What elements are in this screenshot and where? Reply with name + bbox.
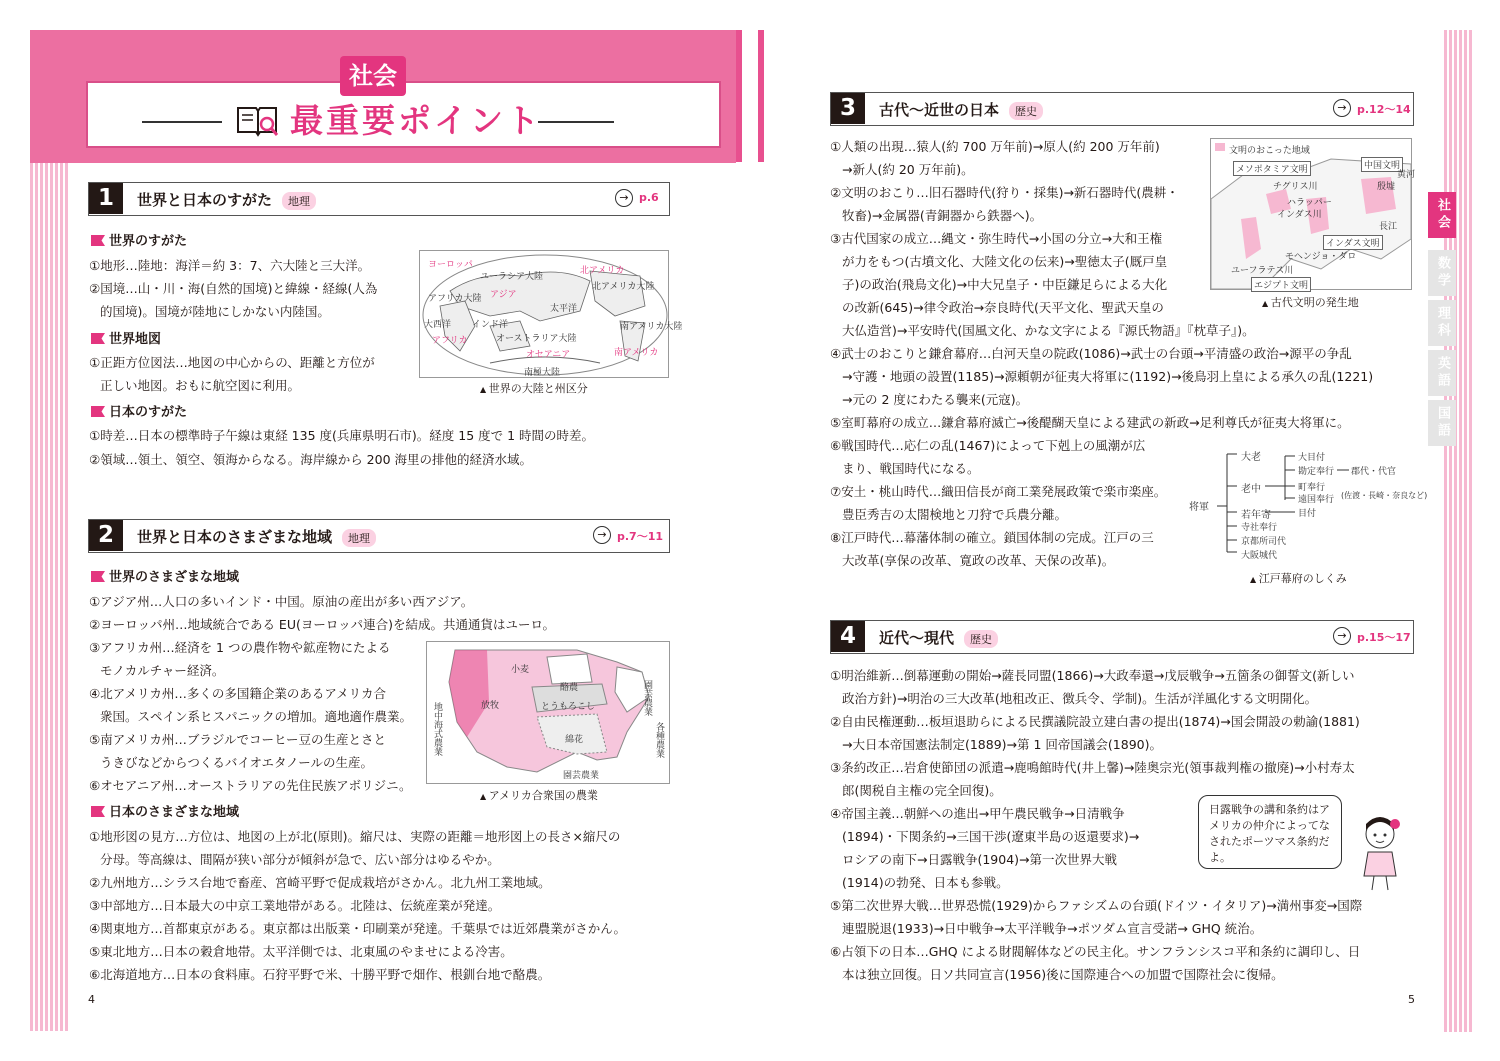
section-number: 1 bbox=[89, 183, 123, 214]
tab-english[interactable]: 英語 bbox=[1428, 350, 1456, 396]
map-label: 文明のおこった地域 bbox=[1229, 146, 1310, 156]
right-margin-stripes bbox=[1444, 30, 1472, 1032]
text-line: (1914)の勃発、日本も参戦。 bbox=[842, 875, 1009, 890]
subheading: 日本のすがた bbox=[91, 401, 187, 420]
student-character-icon bbox=[1350, 812, 1410, 892]
section-number: 4 bbox=[831, 621, 865, 652]
map-label: オーストラリア大陸 bbox=[496, 334, 577, 344]
text-line: ⑤東北地方…日本の穀倉地帯。太平洋側では、北東風のやませによる冷害。 bbox=[89, 944, 513, 959]
chart-node: 京都所司代 bbox=[1241, 537, 1287, 547]
section-tag: 地理 bbox=[342, 529, 376, 547]
subheading: 世界のすがた bbox=[91, 230, 187, 249]
section-number: 3 bbox=[831, 93, 865, 124]
tab-science[interactable]: 理科 bbox=[1428, 300, 1456, 346]
tab-japanese[interactable]: 国語 bbox=[1428, 400, 1456, 446]
tab-social-studies[interactable]: 社会 bbox=[1428, 192, 1456, 238]
map-label: 黄河 bbox=[1397, 170, 1416, 180]
text-line: 分母。等高線は、間隔が狭い部分が傾斜が急で、広い部分はゆるやか。 bbox=[100, 852, 500, 867]
text-line: ④北アメリカ州…多くの多国籍企業のあるアメリカ合 bbox=[89, 686, 386, 701]
chart-node: 郡代・代官 bbox=[1351, 467, 1397, 477]
map-label: 北アメリカ bbox=[580, 266, 625, 276]
spine-right bbox=[758, 30, 764, 162]
map-label: ユーフラテス川 bbox=[1231, 266, 1294, 276]
subheading: 日本のさまざまな地域 bbox=[91, 801, 239, 820]
chart-node: 大老 bbox=[1241, 452, 1261, 463]
left-margin-stripes bbox=[30, 163, 68, 1031]
text-line: 衆国。スペイン系ヒスパニックの増加。適地適作農業。 bbox=[100, 709, 413, 724]
map-label: とうもろこし bbox=[541, 702, 596, 712]
text-line: モノカルチャー経済。 bbox=[100, 663, 225, 678]
text-line: ②国境…山・川・海(自然的国境)と緯線・経線(人為 bbox=[89, 281, 378, 296]
map-label: オセアニア bbox=[526, 350, 571, 360]
text-line: まり、戦国時代になる。 bbox=[842, 461, 980, 476]
text-line: ①明治維新…倒幕運動の開始→薩長同盟(1866)→大政奉還→戊辰戦争→五箇条の御誓文(新しい bbox=[830, 668, 1355, 683]
text-line: 連盟脱退(1933)→日中戦争→太平洋戦争→ポツダム宣言受諾→ GHQ 統治。 bbox=[842, 921, 1263, 936]
text-line: ⑥北海道地方…日本の食料庫。石狩平野で米、十勝平野で畑作、根釧台地で酪農。 bbox=[89, 967, 551, 982]
text-line: 本は独立回復。日ソ共同宣言(1956)後に国際連合への加盟で国際社会に復帰。 bbox=[842, 967, 1284, 982]
text-line: ①人類の出現…猿人(約 700 万年前)→原人(約 200 万年前) bbox=[830, 139, 1160, 154]
map-label: 綿花 bbox=[565, 735, 584, 745]
text-line: →元の 2 度にわたる襲来(元寇)。 bbox=[842, 392, 1029, 407]
map-label: アフリカ大陸 bbox=[428, 294, 482, 304]
text-line: →大日本帝国憲法制定(1889)→第 1 回帝国議会(1890)。 bbox=[842, 737, 1162, 752]
map-label: 長江 bbox=[1379, 222, 1398, 232]
text-line: ①時差…日本の標準時子午線は東経 135 度(兵庫県明石市)。経度 15 度で 1 時間の時差。 bbox=[89, 428, 595, 443]
text-line: ①正距方位図法…地図の中心からの、距離と方位が bbox=[89, 355, 375, 370]
page-reference: p.12〜14 bbox=[1357, 103, 1411, 116]
map-label: エジプト文明 bbox=[1251, 277, 1311, 292]
section-number: 2 bbox=[89, 520, 123, 551]
page-reference: p.6 bbox=[639, 191, 659, 204]
chart-node: (佐渡・長崎・奈良など) bbox=[1341, 491, 1428, 500]
map-label: チグリス川 bbox=[1273, 182, 1318, 192]
text-line: ③古代国家の成立…縄文・弥生時代→小国の分立→大和王権 bbox=[830, 231, 1163, 246]
text-line: ①地形…陸地：海洋＝約 3：7、六大陸と三大洋。 bbox=[89, 258, 371, 273]
map-label: ユーラシア大陸 bbox=[480, 272, 544, 282]
map-label: 園芸農業 bbox=[642, 680, 652, 716]
page-reference: p.7〜11 bbox=[617, 530, 664, 543]
text-line: ⑤南アメリカ州…ブラジルでコーヒー豆の生産とさと bbox=[89, 732, 387, 747]
chart-node: 大目付 bbox=[1298, 453, 1326, 463]
text-line: ④帝国主義…朝鮮への進出→甲午農民戦争→日清戦争 bbox=[830, 806, 1125, 821]
map-label: アフリカ bbox=[432, 336, 468, 346]
text-line: ③条約改正…岩倉使節団の派遣→鹿鳴館時代(井上馨)→陸奥宗光(領事裁判権の撤廃)→小村寿太 bbox=[830, 760, 1355, 775]
arrow-right-icon: → bbox=[615, 189, 633, 207]
text-line: ③アフリカ州…経済を 1 つの農作物や鉱産物にたよる bbox=[89, 640, 391, 655]
map-label: 太平洋 bbox=[550, 304, 578, 314]
section-1-header bbox=[88, 182, 670, 216]
chart-node: 勘定奉行 bbox=[1298, 467, 1335, 477]
text-line: ⑥戦国時代…応仁の乱(1467)によって下剋上の風潮が広 bbox=[830, 438, 1146, 453]
text-line: 子)の政治(飛鳥文化)→中大兄皇子・中臣鎌足らによる大化 bbox=[842, 277, 1168, 292]
chart-node: 若年寄 bbox=[1241, 510, 1271, 521]
section-4-header bbox=[830, 620, 1414, 654]
text-line: ④武士のおこりと鎌倉幕府…白河天皇の院政(1086)→武士の台頭→平清盛の政治→源平の争乱 bbox=[830, 346, 1352, 361]
section-tag: 地理 bbox=[282, 192, 316, 210]
chart-node: 寺社奉行 bbox=[1241, 523, 1278, 533]
text-line: ③中部地方…日本最大の中京工業地帯がある。北陸は、伝統産業が発達。 bbox=[89, 898, 501, 913]
chart-node: 大阪城代 bbox=[1241, 551, 1278, 561]
map-label: アジア bbox=[490, 290, 517, 300]
chart-node: 老中 bbox=[1241, 484, 1261, 495]
page-reference: p.15〜17 bbox=[1357, 631, 1411, 644]
text-line: 牧畜)→金属器(青銅器から鉄器へ)。 bbox=[842, 208, 1043, 223]
page-title: 最重要ポイント bbox=[290, 101, 542, 140]
header-rule-left bbox=[142, 121, 222, 123]
section-tag: 歴史 bbox=[1009, 102, 1043, 120]
text-line: ②領域…領土、領空、領海からなる。海岸線から 200 海里の排他的経済水域。 bbox=[89, 452, 533, 467]
section-title: 古代〜近世の日本 歴史 bbox=[879, 99, 1043, 120]
map-label: 中国文明 bbox=[1361, 157, 1403, 172]
text-line: ①アジア州…人口の多いインド・中国。原油の産出が多い西アジア。 bbox=[89, 594, 474, 609]
text-line: が力をもつ(古墳文化、大陸文化の伝来)→聖徳太子(厩戸皇 bbox=[842, 254, 1168, 269]
page-number-right: 5 bbox=[1408, 993, 1415, 1006]
subject-badge: 社会 bbox=[340, 56, 406, 96]
text-line: 大改革(享保の改革、寛政の改革、天保の改革)。 bbox=[842, 553, 1115, 568]
edo-shogunate-chart bbox=[1185, 440, 1428, 566]
figure-caption: ▲ アメリカ合衆国の農業 bbox=[480, 787, 598, 803]
chart-node: 遠国奉行 bbox=[1298, 495, 1335, 505]
arrow-right-icon: → bbox=[1333, 627, 1351, 645]
speech-bubble: 日露戦争の講和条約はアメリカの仲介によってなされたポーツマス条約だよ。 bbox=[1198, 795, 1342, 869]
usa-agriculture-map bbox=[426, 641, 670, 784]
text-line: ②九州地方…シラス台地で畜産、宮崎平野で促成栽培がさかん。北九州工業地域。 bbox=[89, 875, 551, 890]
map-label: 殷墟 bbox=[1377, 182, 1396, 192]
map-label: 小麦 bbox=[511, 665, 530, 675]
map-label: ハラッパー bbox=[1287, 198, 1332, 208]
page-number-left: 4 bbox=[88, 993, 95, 1006]
text-line: ⑤第二次世界大戦…世界恐慌(1929)からファシズムの台頭(ドイツ・イタリア)→満州事変→国際 bbox=[830, 898, 1363, 913]
figure-caption: ▲ 世界の大陸と州区分 bbox=[480, 380, 588, 396]
text-line: ⑦安土・桃山時代…織田信長が商工業発展政策で楽市楽座。 bbox=[830, 484, 1167, 499]
text-line: ロシアの南下→日露戦争(1904)→第一次世界大戦 bbox=[842, 852, 1118, 867]
subheading: 世界のさまざまな地域 bbox=[91, 566, 239, 585]
map-label: モヘンジョ・ダロ bbox=[1285, 252, 1357, 262]
chart-node: 将軍 bbox=[1189, 502, 1209, 513]
text-line: ②ヨーロッパ州…地域統合である EU(ヨーロッパ連合)を結成。共通通貨はユーロ。 bbox=[89, 617, 555, 632]
text-line: ①地形図の見方…方位は、地図の上が北(原則)。縮尺は、実際の距離＝地形図上の長さ×縮尺の bbox=[89, 829, 621, 844]
section-2-header bbox=[88, 519, 670, 553]
spine-left bbox=[736, 30, 742, 162]
usa-map-graphic bbox=[427, 642, 671, 785]
text-line: ⑥オセアニア州…オーストラリアの先住民族アボリジニ。 bbox=[89, 778, 412, 793]
map-label: ヨーロッパ bbox=[428, 260, 473, 270]
map-label: 南極大陸 bbox=[524, 368, 561, 378]
map-label: メソポタミア文明 bbox=[1233, 161, 1311, 176]
tab-math[interactable]: 数学 bbox=[1428, 250, 1456, 296]
map-label: 各種農業 bbox=[654, 722, 664, 758]
text-line: 的国境)。国境が陸地にしかない内陸国。 bbox=[100, 304, 330, 319]
arrow-right-icon: → bbox=[593, 526, 611, 544]
text-line: →新人(約 20 万年前)。 bbox=[842, 162, 974, 177]
section-tag: 歴史 bbox=[964, 630, 998, 648]
section-title: 世界と日本のさまざまな地域 地理 bbox=[137, 526, 376, 547]
text-line: 正しい地図。おもに航空図に利用。 bbox=[100, 378, 301, 393]
text-line: ④関東地方…首都東京がある。東京都は出版業・印刷業が発達。千葉県では近郊農業がさかん。 bbox=[89, 921, 626, 936]
world-map-figure bbox=[419, 250, 683, 378]
map-label: インド洋 bbox=[472, 320, 509, 330]
text-line: ②文明のおこり…旧石器時代(狩り・採集)→新石器時代(農耕・ bbox=[830, 185, 1179, 200]
text-line: ⑥占領下の日本…GHQ による財閥解体などの民主化。サンフランシスコ平和条約に調印し、日 bbox=[830, 944, 1361, 959]
subheading: 世界地図 bbox=[91, 328, 161, 347]
section-3-header bbox=[830, 92, 1414, 126]
figure-caption: ▲ 古代文明の発生地 bbox=[1262, 294, 1359, 310]
map-label: 酪農 bbox=[560, 683, 579, 693]
map-label: 大西洋 bbox=[424, 320, 452, 330]
text-line: 郎(関税自主権の完全回復)。 bbox=[842, 783, 1002, 798]
chart-node: 町奉行 bbox=[1298, 483, 1326, 493]
chart-node: 目付 bbox=[1298, 509, 1317, 519]
map-label: 園芸農業 bbox=[563, 771, 600, 781]
text-line: の改新(645)→律令政治→奈良時代(天平文化、聖武天皇の bbox=[842, 300, 1164, 315]
text-line: ⑤室町幕府の成立…鎌倉幕府滅亡→後醍醐天皇による建武の新政→足利尊氏が征夷大将軍に。 bbox=[830, 415, 1350, 430]
text-line: ⑧江戸時代…幕藩体制の確立。鎖国体制の完成。江戸の三 bbox=[830, 530, 1154, 545]
map-label: インダス文明 bbox=[1323, 235, 1383, 250]
book-search-icon bbox=[236, 104, 280, 138]
map-label: 放牧 bbox=[481, 701, 500, 711]
text-line: うきびなどからつくるバイオエタノールの生産。 bbox=[100, 755, 374, 770]
map-label: 南アメリカ bbox=[614, 348, 659, 358]
text-line: →守護・地頭の設置(1185)→源頼朝が征夷大将軍に(1192)→後鳥羽上皇による承久の乱(1221) bbox=[842, 369, 1374, 384]
text-line: (1894)・下関条約→三国干渉(遼東半島の返還要求)→ bbox=[842, 829, 1140, 844]
text-line: 豊臣秀吉の太閤検地と刀狩で兵農分離。 bbox=[842, 507, 1068, 522]
text-line: 大仏造営)→平安時代(国風文化、かな文字による『源氏物語』『枕草子』)。 bbox=[842, 323, 1255, 338]
header-rule-right bbox=[538, 121, 614, 123]
arrow-right-icon: → bbox=[1333, 99, 1351, 117]
map-label: 北アメリカ大陸 bbox=[592, 282, 655, 292]
map-label: 地中海式農業 bbox=[432, 702, 442, 756]
figure-caption: ▲ 江戸幕府のしくみ bbox=[1250, 570, 1347, 586]
ancient-civilizations-map bbox=[1210, 138, 1416, 291]
text-line: 政治方針)→明治の三大改革(地租改正、徴兵令、学制)。生活が洋風化する文明開化。 bbox=[842, 691, 1318, 706]
text-line: ②自由民権運動…板垣退助らによる民撰議院設立建白書の提出(1874)→国会開設の勅諭(1881) bbox=[830, 714, 1360, 729]
map-label: 南アメリカ大陸 bbox=[620, 322, 683, 332]
section-title: 世界と日本のすがた 地理 bbox=[137, 189, 316, 210]
map-label: インダス川 bbox=[1277, 210, 1322, 220]
section-title: 近代〜現代 歴史 bbox=[879, 627, 998, 648]
